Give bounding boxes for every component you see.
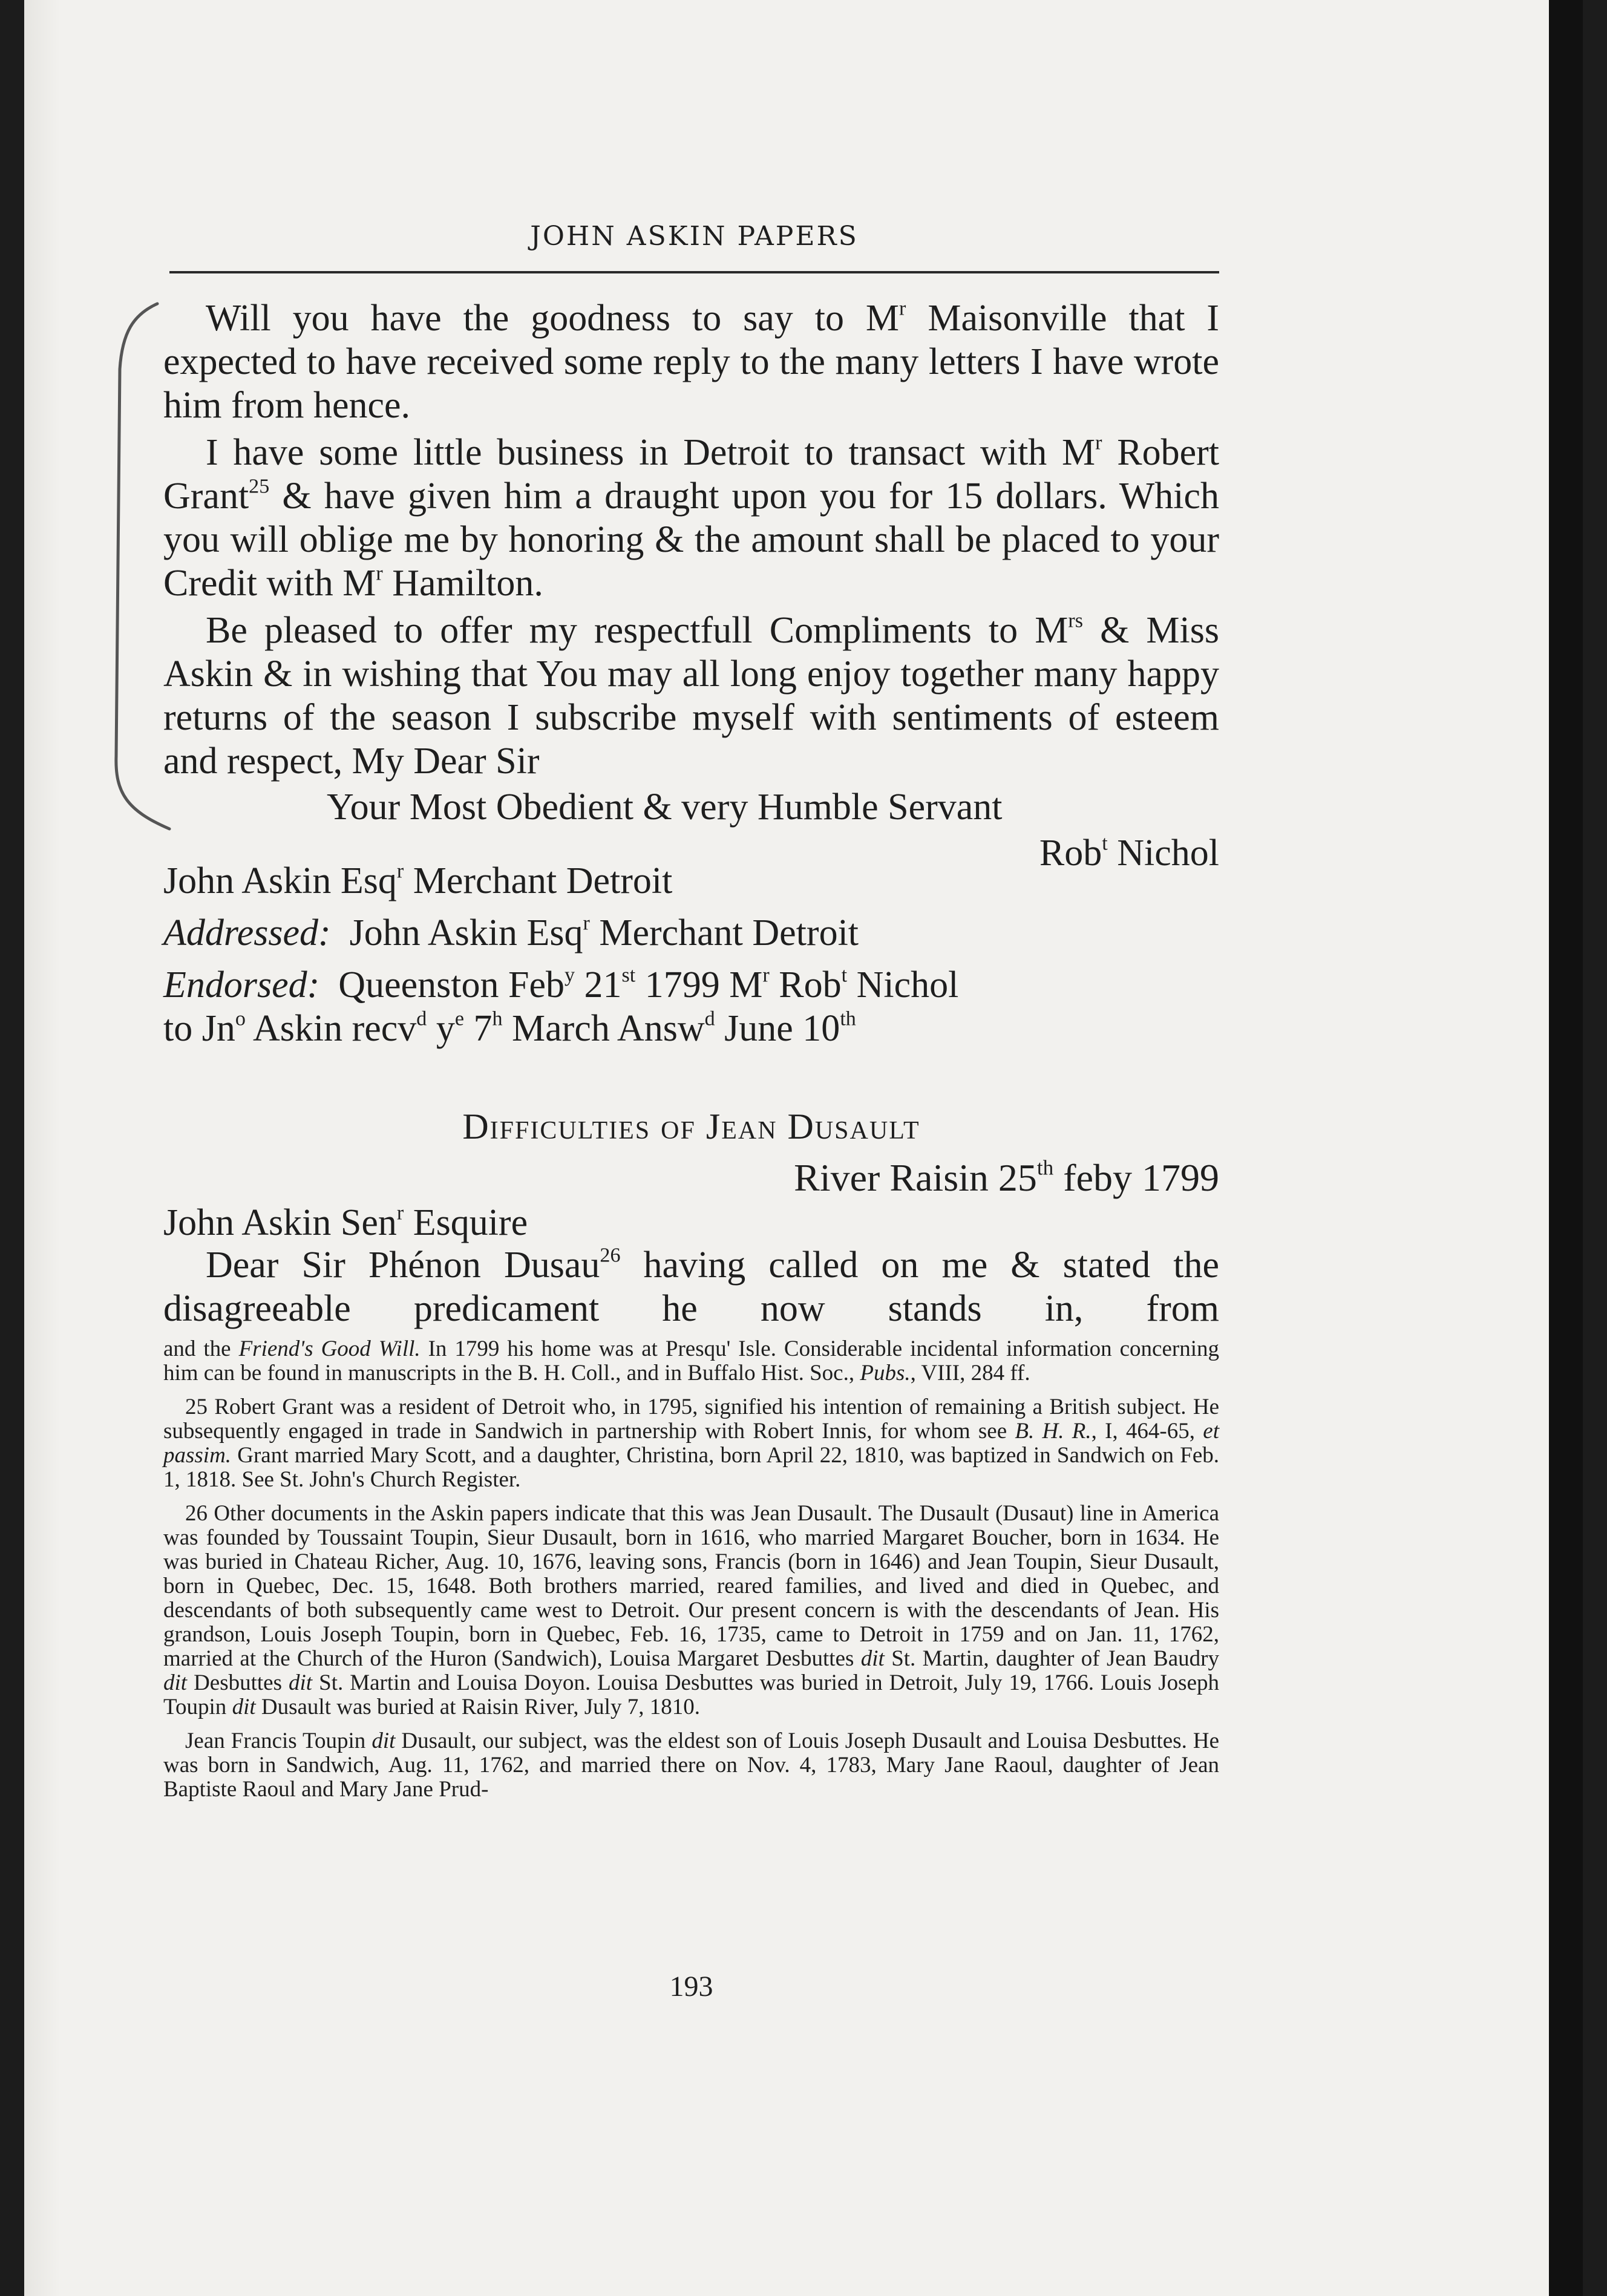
letter-paragraph: Will you have the goodness to say to $M^r$ Maisonville that I expected to have received some reply to the many letters I have wrote him from hence. [163,297,1220,426]
letter-paragraph: Dear Sir Phénon Dusau$^{26}$ having called on me & stated the disagreeable predicament he now stands in, from [163,1244,1219,1329]
letter-closing: Your Most Obedient & very Humble Servant [327,787,1003,828]
footnotes [163,1337,1219,1802]
footnote-continuation: and the Friend's Good Will. In 1799 his home was at Presqu' Isle. Considerable incidental information concerning him can be found in manuscripts in the B. H. Coll., and in Buffalo Hist. Soc., Pubs., VIII, 284 ff. [163,1336,1220,1385]
page-number: 193 [669,1971,713,2003]
footnote-ref: 26 [600,1244,621,1267]
footnote-26: 26 Other documents in the Askin papers indicate that this was Jean Dusault. The Dusault (Dusaut) line in America was founded by Toussaint Toupin, Sieur Dusault, born in 1616, who married Margaret Boucher, born in 1634. He was buried in Chateau Richer, Aug. 10, 1676, leaving sons, Francis (born in 1646) and Jean Toupin, Sieur Dusault, born in Quebec, Dec. 15, 1648. Both brothers married, reared families, and lived and died in Quebec, and descendants of both subsequently came west to Detroit. Our present concern is with the descendants of Jean. His grandson, Louis Joseph Toupin, born in Quebec, Feb. 16, 1735, came to Detroit in 1759 and on Jan. 11, 1762, married at the Church of the Huron (Sandwich), Louisa Margaret Desbuttes dit St. Martin, daughter of Jean Baudry dit Desbuttes dit St. Martin and Louisa Doyon. Louisa Desbuttes was buried in Detroit, July 19, 1766. Louis Joseph Toupin dit Dusault was buried at Raisin River, July 7, 1810. [163,1501,1219,1719]
footnote-ref: 25 [249,475,270,498]
endorsed-line: Endorsed: Queenston Feb$^y$ 21st 1799 $M^r$ Rob$^t$ Nichol to Jn$^o$ Askin recv$^d$ $y^e$ 7$^h$ March Answ$^d$ June 10th [163,963,1219,1050]
header-rule [169,271,1219,273]
section-title: Difficulties of Jean Dusault [462,1107,920,1146]
footnote-25: 25 Robert Grant was a resident of Detroit who, in 1795, signified his intention of remaining a British subject. He subsequently engaged in trade in Sandwich in partnership with Robert Innis, for whom see B. H. R., I, 464-65, et passim. Grant married Mary Scott, and a daughter, Christina, born April 22, 1810, was baptized in Sandwich on Feb. 1, 1818. See St. John's Church Register. [163,1395,1219,1492]
letter-body [163,1243,1219,1330]
letter-body [163,296,1219,875]
page-edge-shadow [1549,0,1583,2296]
letter-paragraph: I have some little business in Detroit to transact with $M^r$ Robert Grant$^{25}$ & have given him a draught upon you for 15 dollars. Which you will oblige me by honoring & the amount shall be placed to your Credit with $M^r$ Hamilton. [163,431,1219,604]
addressee-line: John Askin Sen$^r$ Esquire [163,1202,528,1243]
dateline: River Raisin 25th feby 1799 [794,1156,1219,1199]
addressed-line: Addressed: John Askin Esq$^r$ Merchant Detroit [163,912,859,953]
letter-signature: Rob$^t$ Nichol [1039,832,1219,874]
addressee-line: John Askin Esq$^r$ Merchant Detroit [163,860,673,901]
letter-address-block [163,859,1219,1050]
running-header: JOHN ASKIN PAPERS [530,221,859,252]
footnote-26-continued: Jean Francis Toupin dit Dusault, our subject, was the eldest son of Louis Joseph Dusault and Louisa Desbuttes. He was born in Sandwich, Aug. 11, 1762, and married there on Nov. 4, 1783, Mary Jane Raoul, daughter of Jean Baptiste Raoul and Mary Jane Prud- [163,1729,1219,1802]
endorsed-line-2: to Jn$^o$ Askin recv$^d$ $y^e$ 7$^h$ March Answ$^d$ June 10th [163,1007,856,1049]
book-page [24,0,1573,2296]
letter-paragraph: Be pleased to offer my respectfull Compliments to $M^{rs}$ & Miss Askin & in wishing that You may all long enjoy together many happy returns of the season I subscribe myself with sentiments of esteem and respect, My Dear Sir [163,609,1219,782]
